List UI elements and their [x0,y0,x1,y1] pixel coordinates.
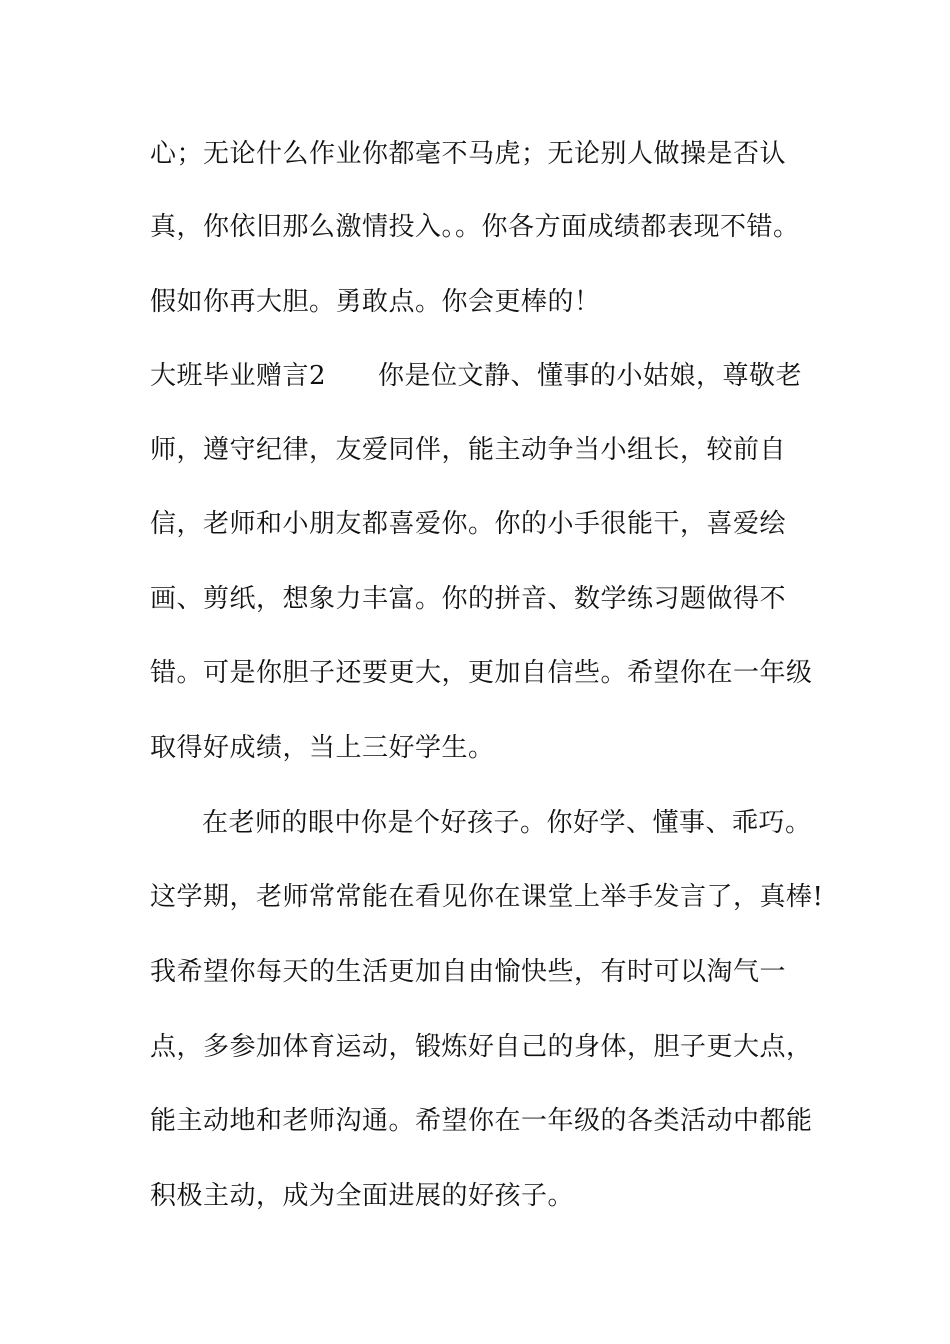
paragraph-line: 我希望你每天的生活更加自由愉快些，有时可以淘气一 [150,957,787,987]
paragraph-line: 这学期，老师常常能在看见你在课堂上举手发言了，真棒! [150,882,824,912]
paragraph-line: 取得好成绩，当上三好学生。 [150,733,495,763]
paragraph-line: 能主动地和老师沟通。希望你在一年级的各类活动中都能 [150,1106,813,1136]
paragraph-line: 积极主动，成为全面进展的好孩子。 [150,1181,575,1211]
paragraph-line: 真，你依旧那么激情投入。。你各方面成绩都表现不错。 [150,212,800,242]
paragraph-line: 师，遵守纪律，友爱同伴，能主动争当小组长，较前自 [150,435,787,465]
paragraph-line: 点，多参加体育运动，锻炼好自己的身体，胆子更大点， [150,1032,813,1062]
paragraph-line: 心；无论什么作业你都毫不马虎；无论别人做操是否认 [150,139,787,169]
section-heading-line [150,359,802,393]
paragraph-line: 信，老师和小朋友都喜爱你。你的小手很能干，喜爱绘 [150,509,787,539]
paragraph-line: 假如你再大胆。勇敢点。你会更棒的！ [150,287,601,317]
paragraph-line: 画、剪纸，想象力丰富。你的拼音、数学练习题做得不 [150,584,787,614]
section-heading: 大班毕业赠言2 [150,361,327,391]
paragraph-line: 你是位文静、懂事的小姑娘，尊敬老 [378,361,803,391]
paragraph-line: 在老师的眼中你是个好孩子。你好学、懂事、乖巧。 [202,808,812,838]
paragraph-line: 错。可是你胆子还要更大，更加自信些。希望你在一年级 [150,658,813,688]
